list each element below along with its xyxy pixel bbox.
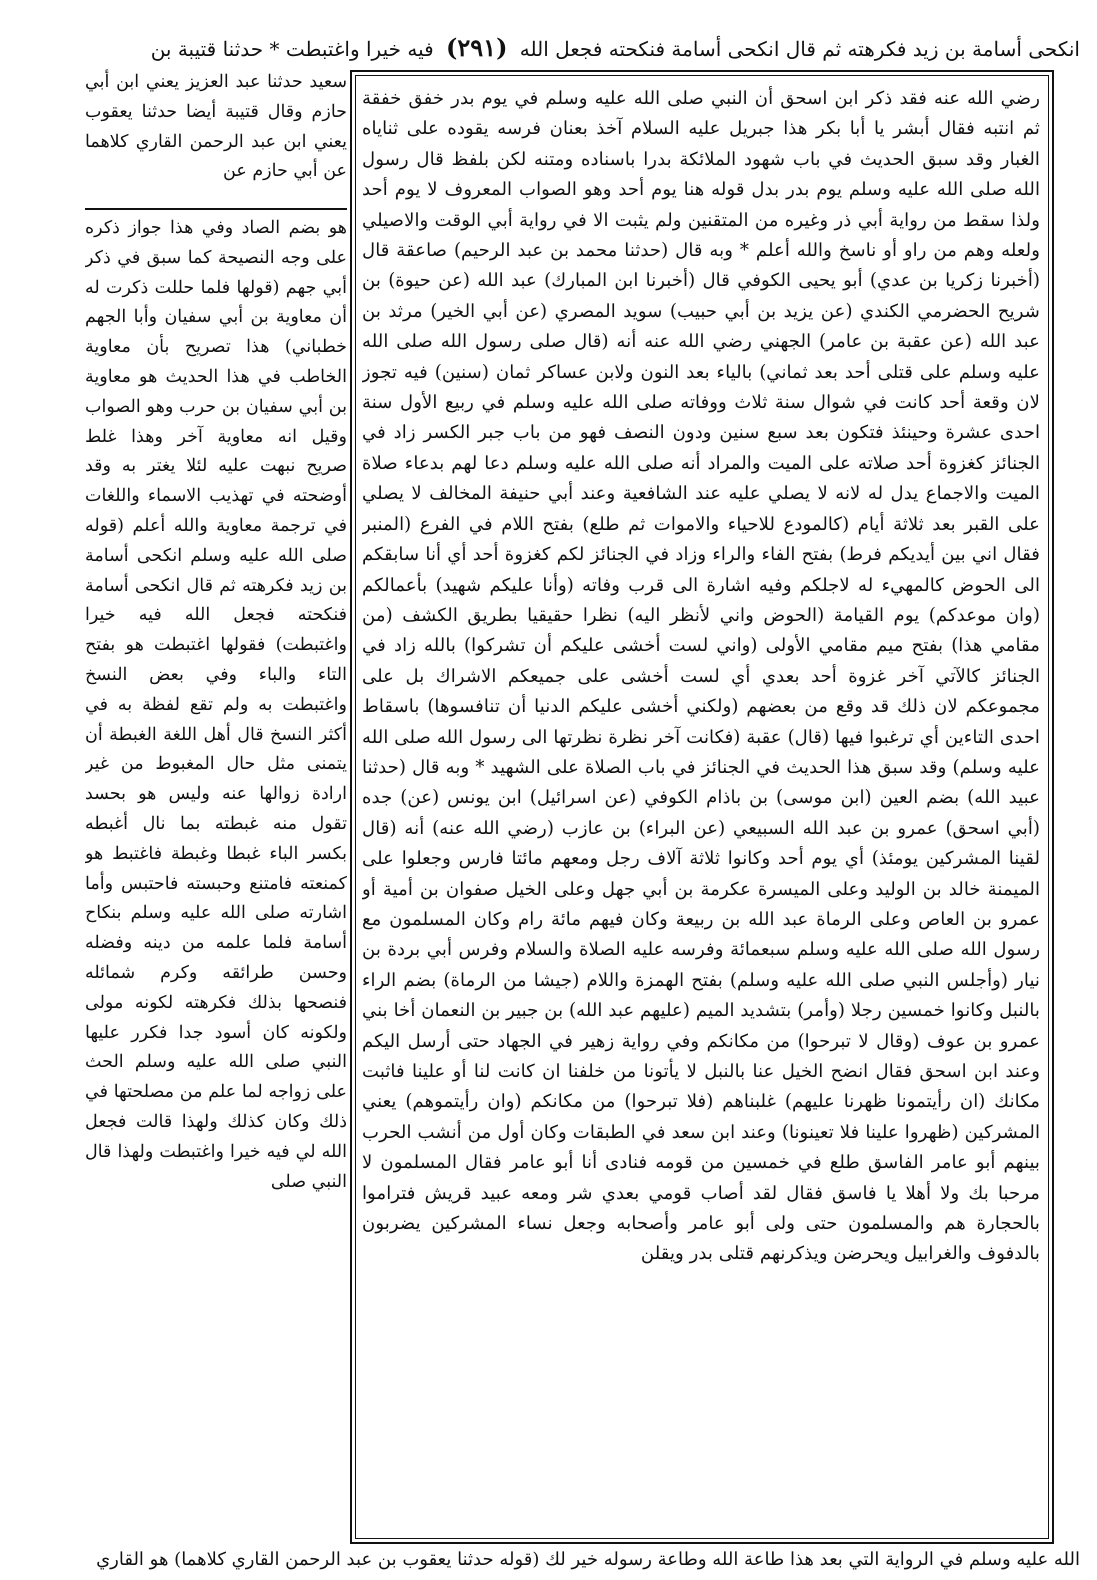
header-text-left: فيه خيرا واغتبطت * حدثنا قتيبة بن xyxy=(150,37,434,61)
header-text-right: انكحى أسامة بن زيد فكرهته ثم قال انكحى أسامة فنكحته فجعل الله xyxy=(519,37,1080,61)
side-column-commentary: هو بضم الصاد وفي هذا جواز ذكره على وجه النصيحة كما سبق في ذكر أبي جهم (قولها فلما حللت ذكرت له أن معاوية بن أبي سفيان وأبا الجهم خطباني) هذا تصريح بأن معاوية الخاطب في هذا الحديث هو معاوية بن أبي سفيان بن حرب وهو الصواب وقيل انه معاوية آخر وهذا غلط صريح نبهت عليه لئلا يغتر به وقد أوضحته في تهذيب الاسماء واللغات في ترجمة معاوية والله أعلم (قوله صلى الله عليه وسلم انكحى أسامة بن زيد فكرهته ثم قال انكحى أسامة فنكحته فجعل الله فيه خيرا واغتبطت) فقولها اغتبطت هو بفتح التاء والباء وفي بعض النسخ واغتبطت به ولم تقع لفظة به في أكثر النسخ قال أهل اللغة الغبطة أن يتمنى مثل حال المغبوط من غير ارادة زوالها عنه وليس هو بحسد تقول منه غبطته بما نال أغبطه بكسر الباء غبطا وغبطة فاغتبط هو كمنعته فامتنع وحبسته فاحتبس وأما اشارته صلى الله عليه وسلم بنكاح أسامة فلما علمه من دينه وفضله وحسن طرائقه وكرم شمائله فنصحها بذلك فكرهته لكونه مولى ولكونه كان أسود جدا فكرر عليها النبي صلى الله عليه وسلم الحث على زواجه لما علم من مصلحتها في ذلك وكان كذلك ولهذا قالت فجعل الله لي فيه خيرا واغتبطت ولهذا قال النبي صلى xyxy=(85,218,347,1192)
main-text-frame xyxy=(350,70,1054,1544)
page-header xyxy=(40,28,1080,68)
page-number: (٢٩١) xyxy=(446,33,508,62)
side-column-top: سعيد حدثنا عبد العزيز يعني ابن أبي حازم وقال قتيبة أيضا حدثنا يعقوب يعني ابن عبد الرحمن القاري كلاهما عن أبي حازم عن xyxy=(85,72,347,182)
page-footer: الله عليه وسلم في الرواية التي بعد هذا طاعة الله وطاعة رسوله خير لك (قوله حدثنا يعقوب بن عبد الرحمن القاري كلاهما) هو القاري xyxy=(96,1549,1080,1570)
main-text-body: رضي الله عنه فقد ذكر ابن اسحق أن النبي صلى الله عليه وسلم في يوم بدر خفق خفقة ثم انتبه فقال أبشر يا أبا بكر هذا جبريل عليه السلام آخذ بعنان فرسه يقوده على ثناياه الغبار وقد سبق الحديث في باب شهود الملائكة بدرا باسناده ومتنه لكن بلفظ قال رسول الله صلى الله عليه وسلم يوم بدر بدل قوله هنا يوم أحد وهو الصواب المعروف لا يوم أحد ولذا سقط من رواية أبي ذر وغيره من المتقنين ولم يثبت الا في رواية أبي الوقت والاصيلي ولعله وهم من راو أو ناسخ والله أعلم * وبه قال (حدثنا محمد بن عبد الرحيم) صاعقة قال (أخبرنا زكريا بن عدي) أبو يحيى الكوفي قال (أخبرنا ابن المبارك) عبد الله (عن حيوة) بن شريح الحضرمي الكندي (عن يزيد بن أبي حبيب) سويد المصري (عن أبي الخير) مرثد بن عبد الله (عن عقبة بن عامر) الجهني رضي الله عنه أنه (قال صلى رسول الله صلى الله عليه وسلم على قتلى أحد بعد ثماني) بالياء بعد النون ولابن عساكر ثمان (سنين) فيه تجوز لان وقعة أحد كانت في شوال سنة ثلاث ووفاته صلى الله عليه وسلم في ربيع الأول سنة احدى عشرة وحينئذ فتكون بعد سبع سنين ودون النصف فهو من باب جبر الكسر زاد في الجنائز كغزوة أحد صلاته على الميت والمراد أنه صلى الله عليه وسلم دعا لهم بدعاء صلاة الميت والاجماع يدل له لانه لا يصلي عليه عند الشافعية وعند أبي حنيفة المخالف لا يصلي على القبر بعد ثلاثة أيام (كالمودع للاحياء والاموات ثم طلع) بفتح اللام في الفرع (المنبر فقال اني بين أيديكم فرط) بفتح الفاء والراء وزاد في الجنائز لكم كغزوة أحد أي أنا سابقكم الى الحوض كالمهيء له لاجلكم وفيه اشارة الى قرب وفاته (وأنا عليكم شهيد) بأعمالكم (وان موعدكم) يوم القيامة (الحوض واني لأنظر اليه) نظرا حقيقيا بطريق الكشف (من مقامي هذا) بفتح ميم مقامي الأولى (واني لست أخشى عليكم أن تشركوا) بالله زاد في الجنائز كالآتي آخر غزوة أحد بعدي أي لست أخشى على جميعكم الاشراك بل على مجموعكم لان ذلك قد وقع من بعضهم (ولكني أخشى عليكم الدنيا أن تنافسوها) باسقاط احدى التاءين أي ترغبوا فيها (قال) عقبة (فكانت آخر نظرة نظرتها الى رسول الله صلى الله عليه وسلم) وقد سبق هذا الحديث في الجنائز في باب الصلاة على الشهيد * وبه قال (حدثنا عبيد الله) بضم العين (ابن موسى) بن باذام الكوفي (عن اسرائيل) ابن يونس (عن) جده (أبي اسحق) عمرو بن عبد الله السبيعي (عن البراء) بن عازب (رضي الله عنه) أنه (قال لقينا المشركين يومئذ) أي يوم أحد وكانوا ثلاثة آلاف رجل ومعهم مائتا فارس وجعلوا على الميمنة خالد بن الوليد وعلى الميسرة عكرمة بن أبي جهل وعلى الخيل صفوان بن أمية أو عمرو بن العاص وعلى الرماة عبد الله بن ربيعة وكان فيهم مائة رام وكان المسلمون مع رسول الله صلى الله عليه وسلم سبعمائة وفرسه عليه الصلاة والسلام وفرس أبي بردة بن نيار (وأجلس النبي صلى الله عليه وسلم) بفتح الهمزة واللام (جيشا من الرماة) بضم الراء بالنبل وكانوا خمسين رجلا (وأمر) بتشديد الميم (عليهم عبد الله) بن جبير بن النعمان أخا بني عمرو بن عوف (وقال لا تبرحوا) من مكانكم وفي رواية زهير في الجهاد حتى أرسل اليكم وعند ابن اسحق فقال انضح الخيل عنا بالنبل لا يأتونا من خلفنا ان كانت لنا أو علينا فاثبت مكانك (ان رأيتمونا ظهرنا عليهم) غلبناهم (فلا تبرحوا) من مكانكم (وان رأيتموهم) يعني المشركين (ظهروا علينا فلا تعينونا) وعند ابن سعد في الطبقات وكان أول من أنشب الحرب بينهم أبو عامر الفاسق طلع في خمسين من قومه فنادى أنا أبو عامر فقال المسلمون لا مرحبا بك ولا أهلا يا فاسق فقال لقد أصاب قومي بعدي شر ومعه عبيد قريش فتراموا بالحجارة هم والمسلمون حتى ولى أبو عامر وأصحابه وجعل نساء المشركين يضربون بالدفوف والغرابيل ويحرضن ويذكرنهم قتلى بدر ويقلن xyxy=(362,88,1040,1265)
side-column-divider xyxy=(85,208,347,210)
